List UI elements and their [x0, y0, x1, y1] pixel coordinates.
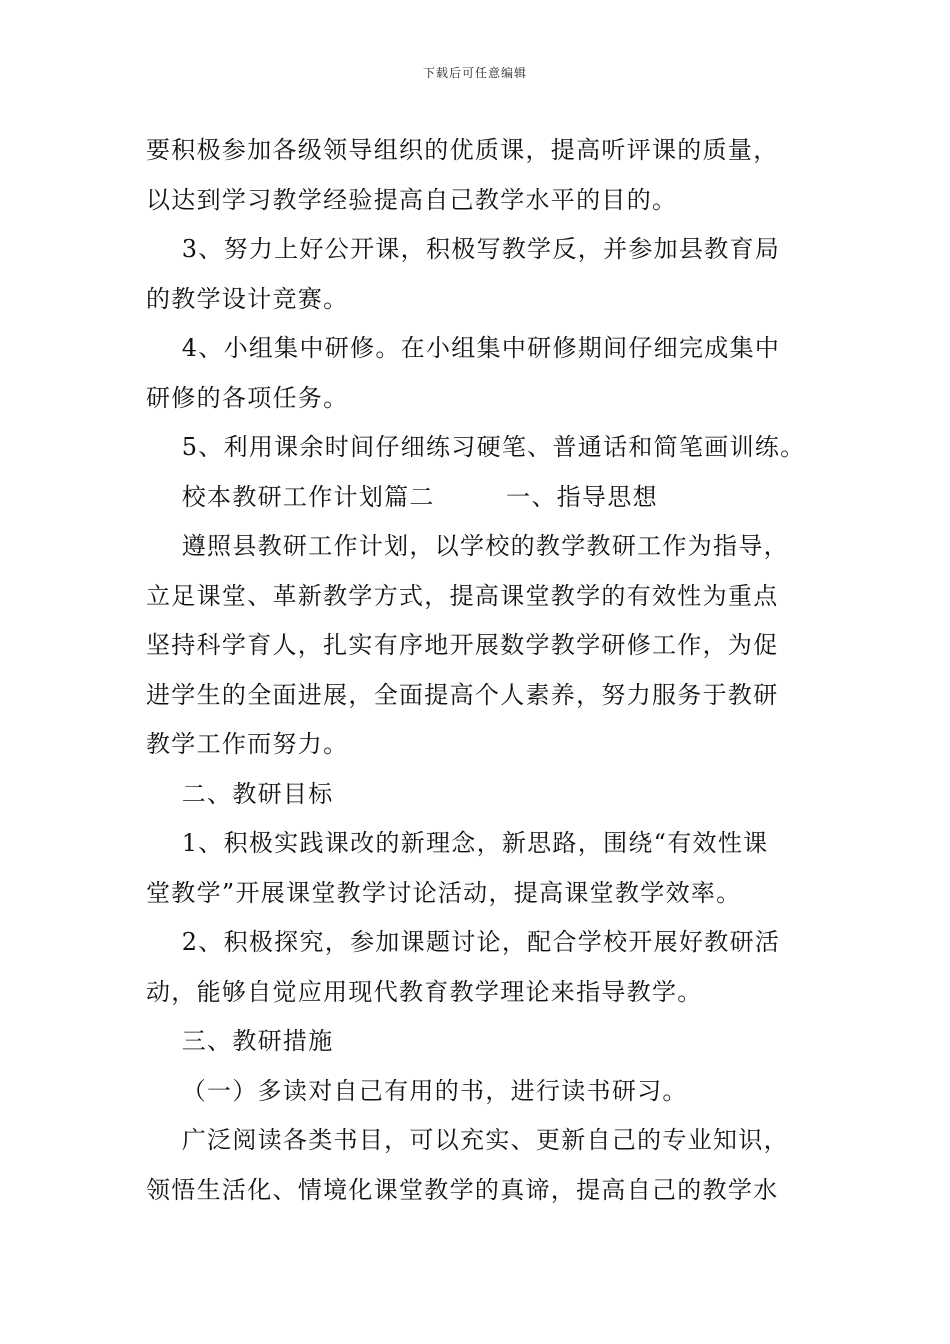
body-text [146, 126, 826, 1215]
page-header: 下载后可任意编辑 [422, 66, 527, 80]
text-line: （一）多读对自己有用的书，进行读书研习。 [146, 1076, 688, 1105]
text-line: 动，能够自觉应用现代教育教学理论来指导教学。 [146, 977, 703, 1006]
text-line: 要积极参加各级领导组织的优质课，提高听评课的质量， [146, 136, 779, 164]
text-line: 坚持科学育人，扎实有序地开展数学教学研修工作，为促 [146, 631, 779, 659]
text-line: 1、积极实践课改的新理念，新思路，围绕“有效性课 [146, 829, 769, 857]
text-line: 研修的各项任务。 [146, 383, 349, 412]
text-line: 的教学设计竞赛。 [146, 284, 349, 313]
text-line: 二、教研目标 [146, 779, 334, 808]
text-line: 遵照县教研工作计划，以学校的教学教研工作为指导， [146, 532, 789, 560]
text-line: 2、积极探究，参加课题讨论，配合学校开展好教研活 [146, 928, 781, 956]
text-line: 三、教研措施 [146, 1027, 334, 1055]
text-line: 以达到学习教学经验提高自己教学水平的目的。 [146, 185, 678, 214]
text-line: 教学工作而努力。 [146, 730, 349, 758]
text-line: 领悟生活化、情境化课堂教学的真谛，提高自己的教学水 [146, 1175, 779, 1204]
text-line: 5、利用课余时间仔细练习硬笔、普通话和简笔画训练。 [146, 433, 806, 461]
text-line: 4、小组集中研修。在小组集中研修期间仔细完成集中 [146, 334, 781, 362]
text-line: 进学生的全面进展，全面提高个人素养，努力服务于教研 [146, 680, 779, 709]
text-line: 广泛阅读各类书目，可以充实、更新自己的专业知识， [146, 1126, 789, 1154]
text-line: 3、努力上好公开课，积极写教学反，并参加县教育局 [146, 235, 781, 263]
text-line: 校本教研工作计划篇二 一、指导思想 [146, 482, 658, 511]
text-line: 堂教学”开展课堂教学讨论活动，提高课堂教学效率。 [146, 878, 742, 907]
text-line: 立足课堂、革新教学方式，提高课堂教学的有效性为重点 [146, 581, 779, 610]
